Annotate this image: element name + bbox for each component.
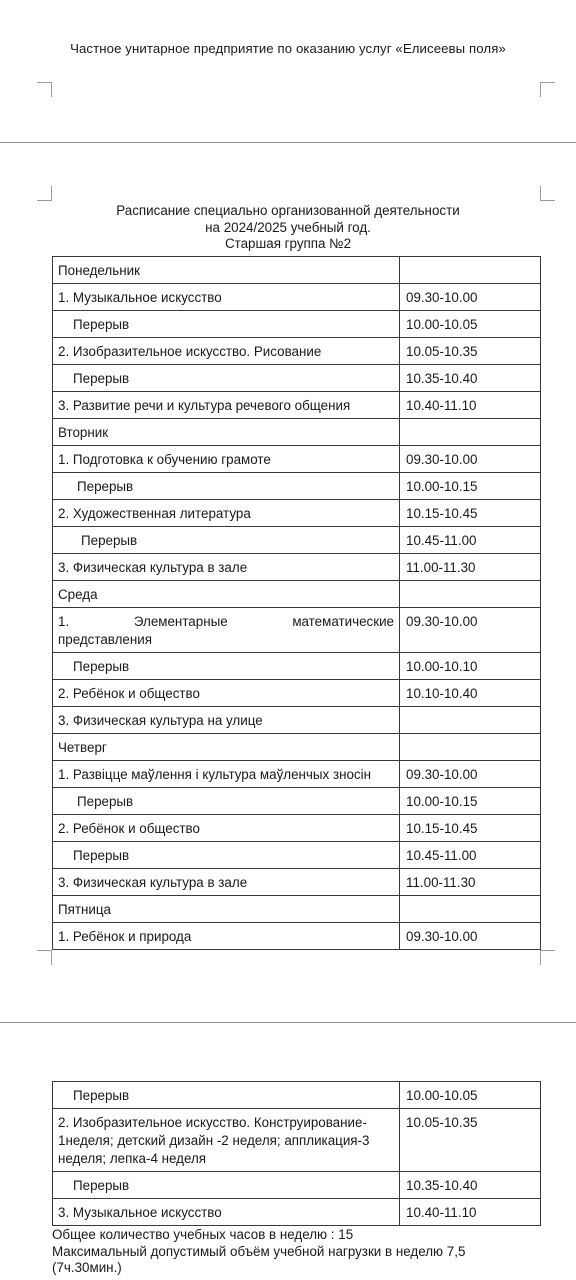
activity-name: Перерыв: [53, 1082, 400, 1109]
activity-name: Перерыв: [53, 365, 400, 392]
day-row: [53, 896, 541, 923]
activity-name: 1. Подготовка к обучению грамоте: [53, 446, 400, 473]
time-slot: 10.40-11.10: [400, 1199, 541, 1226]
lesson-row: [53, 1109, 541, 1172]
lesson-row: [53, 761, 541, 788]
time-slot: 10.10-10.40: [400, 680, 541, 707]
time-slot: 10.00-10.15: [400, 473, 541, 500]
page-separator: [0, 1022, 576, 1023]
lesson-row: [53, 500, 541, 527]
activity-line: представления: [58, 632, 152, 647]
activity-name: [53, 608, 400, 653]
time-slot: [400, 707, 541, 734]
activity-name: 3. Музыкальное искусство: [53, 1199, 400, 1226]
time-slot: 10.00-10.10: [400, 653, 541, 680]
day-row: [53, 734, 541, 761]
activity-name: 3. Физическая культура в зале: [53, 869, 400, 896]
max-load: [52, 1244, 541, 1261]
break-row: [53, 842, 541, 869]
lesson-row: [53, 815, 541, 842]
lesson-row: [53, 608, 541, 653]
activity-name: Перерыв: [53, 473, 400, 500]
crop-mark: [540, 82, 555, 97]
lesson-row: [53, 923, 541, 950]
activity-name: Перерыв: [53, 527, 400, 554]
activity-name: 3. Физическая культура в зале: [53, 554, 400, 581]
break-row: [53, 365, 541, 392]
title-line: на 2024/2025 учебный год.: [205, 219, 371, 235]
schedule-table: [52, 256, 541, 950]
day-name: Четверг: [53, 734, 400, 761]
time-slot: 10.05-10.35: [400, 338, 541, 365]
activity-name: Перерыв: [53, 311, 400, 338]
group-name: Старшая группа №2: [224, 236, 352, 251]
lesson-row: [53, 680, 541, 707]
activity-name: Перерыв: [53, 788, 400, 815]
activity-name: 2. Изобразительное искусство. Рисование: [53, 338, 400, 365]
time-slot: 10.45-11.00: [400, 527, 541, 554]
time-slot: [400, 896, 541, 923]
activity-name: 3. Развитие речи и культура речевого общения: [53, 392, 400, 419]
lesson-row: [53, 869, 541, 896]
time-slot: 09.30-10.00: [400, 446, 541, 473]
max-load-duration: (7ч.30мин.): [52, 1260, 122, 1275]
day-row: [53, 581, 541, 608]
time-slot: 11.00-11.30: [400, 554, 541, 581]
activity-name: 2. Ребёнок и общество: [53, 815, 400, 842]
time-slot: 09.30-10.00: [400, 923, 541, 950]
day-name: Вторник: [53, 419, 400, 446]
time-slot: 10.00-10.05: [400, 1082, 541, 1109]
lesson-row: [53, 284, 541, 311]
time-slot: [400, 734, 541, 761]
time-slot: [400, 581, 541, 608]
crop-mark: [37, 82, 52, 97]
footer-notes: [52, 1227, 541, 1277]
break-row: [53, 473, 541, 500]
time-slot: 10.15-10.45: [400, 815, 541, 842]
activity-name: 3. Физическая культура на улице: [53, 707, 400, 734]
break-row: [53, 653, 541, 680]
crop-mark: [37, 186, 52, 201]
activity-name: 1. Ребёнок и природа: [53, 923, 400, 950]
time-slot: 09.30-10.00: [400, 761, 541, 788]
time-slot: 10.00-10.05: [400, 311, 541, 338]
break-row: [53, 788, 541, 815]
organization-name: Частное унитарное предприятие по оказанию услуг «Елисеевы поля»: [70, 41, 506, 56]
crop-mark: [37, 950, 52, 965]
crop-mark: [540, 186, 555, 201]
title-line: Расписание специально организованной деятельности: [116, 203, 460, 218]
break-row: [53, 527, 541, 554]
break-row: [53, 311, 541, 338]
time-slot: 10.45-11.00: [400, 842, 541, 869]
activity-name: 2. Изобразительное искусство. Конструирование- 1неделя; детский дизайн -2 неделя; аппликация-3 неделя; лепка-4 неделя: [53, 1109, 400, 1172]
time-slot: [400, 419, 541, 446]
day-row: [53, 257, 541, 284]
lesson-row: [53, 707, 541, 734]
time-slot: 09.30-10.00: [400, 608, 541, 653]
activity-name: Перерыв: [53, 1172, 400, 1199]
time-slot: 10.35-10.40: [400, 1172, 541, 1199]
time-slot: 10.40-11.10: [400, 392, 541, 419]
day-row: [53, 419, 541, 446]
time-slot: 10.05-10.35: [400, 1109, 541, 1172]
activity-line: 1. Элементарные математические: [58, 614, 394, 629]
activity-name: 2. Ребёнок и общество: [53, 680, 400, 707]
schedule-table-continued: [52, 1081, 541, 1226]
activity-name: Перерыв: [53, 842, 400, 869]
break-row: [53, 1172, 541, 1199]
day-name: Среда: [53, 581, 400, 608]
document-title: [0, 203, 576, 253]
max-load-text: Максимальный допустимый объём учебной нагрузки в неделю 7,5: [52, 1243, 466, 1259]
day-name: Понедельник: [53, 257, 400, 284]
lesson-row: [53, 1199, 541, 1226]
activity-name: 2. Художественная литература: [53, 500, 400, 527]
time-slot: 09.30-10.00: [400, 284, 541, 311]
crop-mark: [540, 950, 555, 965]
time-slot: [400, 257, 541, 284]
total-hours: Общее количество учебных часов в неделю : 15: [52, 1227, 354, 1242]
time-slot: 10.00-10.15: [400, 788, 541, 815]
activity-name: 1. Развіцце маўлення і культура маўленчых зносін: [53, 761, 400, 788]
lesson-row: [53, 338, 541, 365]
time-slot: 10.15-10.45: [400, 500, 541, 527]
day-name: Пятница: [53, 896, 400, 923]
time-slot: 10.35-10.40: [400, 365, 541, 392]
activity-name: 1. Музыкальное искусство: [53, 284, 400, 311]
activity-name: Перерыв: [53, 653, 400, 680]
page-separator: [0, 142, 576, 143]
break-row: [53, 1082, 541, 1109]
time-slot: 11.00-11.30: [400, 869, 541, 896]
lesson-row: [53, 554, 541, 581]
lesson-row: [53, 392, 541, 419]
lesson-row: [53, 446, 541, 473]
